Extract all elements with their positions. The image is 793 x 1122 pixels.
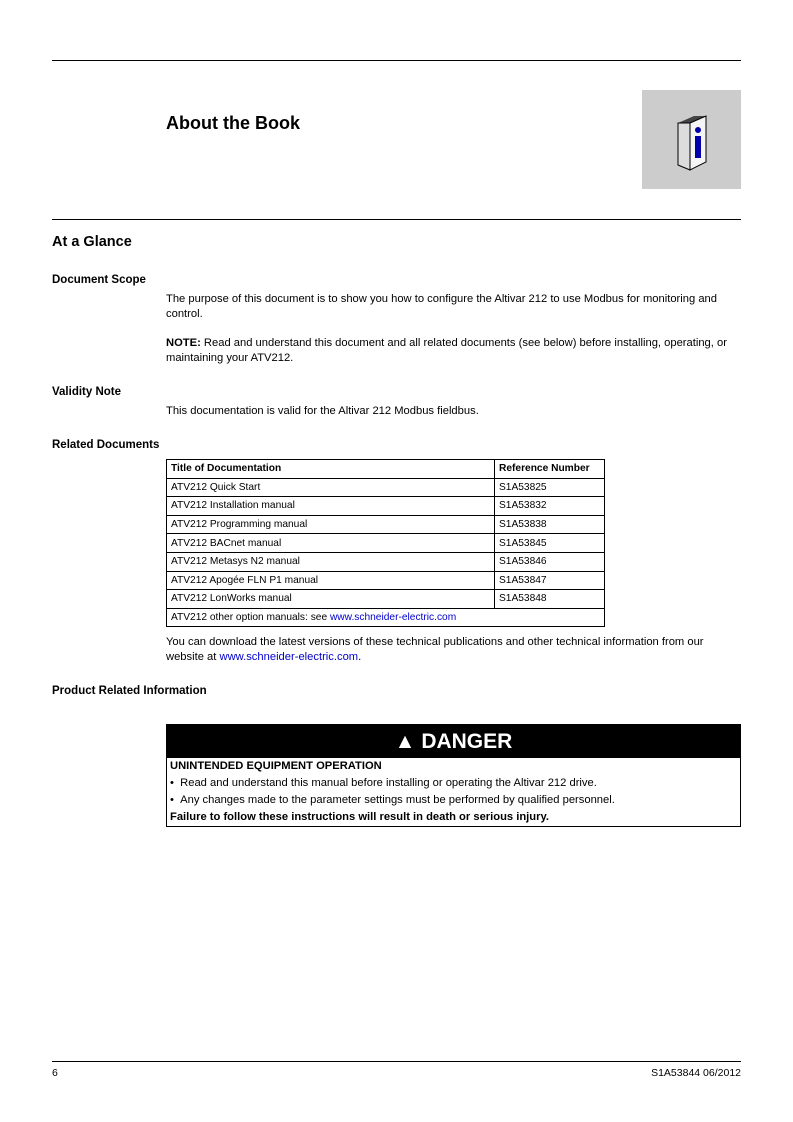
section-rule — [52, 219, 741, 220]
danger-body — [167, 758, 740, 826]
page-number: 6 — [52, 1067, 58, 1079]
footer-rule — [52, 1061, 741, 1062]
doc-title: ATV212 Programming manual — [167, 515, 495, 534]
doc-ref: S1A53838 — [495, 515, 605, 534]
table-row — [167, 497, 605, 516]
note-text: Read and understand this document and all related documents (see below) before installing, operating, or maintaining your ATV212. — [166, 337, 727, 364]
download-prefix: You can download the latest versions of these technical publications and other technical information from our website at — [166, 636, 704, 663]
section-heading: At a Glance — [52, 234, 132, 250]
danger-subtitle: UNINTENDED EQUIPMENT OPERATION — [170, 760, 382, 772]
doc-title: ATV212 BACnet manual — [167, 534, 495, 553]
table-row — [167, 571, 605, 590]
scope-text: The purpose of this document is to show you how to configure the Altivar 212 to use Modbus for monitoring and control. — [166, 293, 717, 320]
table-row — [167, 608, 605, 627]
danger-bullet: • Read and understand this manual before installing or operating the Altivar 212 drive. — [170, 777, 597, 789]
doc-ref: S1A53848 — [495, 590, 605, 609]
doc-reference: S1A53844 06/2012 — [651, 1067, 741, 1079]
bullet-text: Read and understand this manual before installing or operating the Altivar 212 drive. — [180, 777, 597, 789]
table-row — [167, 534, 605, 553]
top-rule — [52, 60, 741, 61]
table-row — [167, 515, 605, 534]
warning-icon: ▲ — [394, 730, 416, 753]
danger-title: DANGER — [421, 730, 513, 753]
doc-ref: S1A53832 — [495, 497, 605, 516]
doc-ref: S1A53845 — [495, 534, 605, 553]
danger-bullet: • Any changes made to the parameter settings must be performed by qualified personnel. — [170, 794, 615, 806]
doc-title: ATV212 Metasys N2 manual — [167, 552, 495, 571]
doc-ref: S1A53825 — [495, 478, 605, 497]
doc-title: ATV212 Installation manual — [167, 497, 495, 516]
related-documents-table — [166, 459, 605, 627]
col-title: Title of Documentation — [167, 460, 495, 479]
other-prefix: ATV212 other option manuals: see — [171, 612, 330, 624]
danger-footer: Failure to follow these instructions will result in death or serious injury. — [170, 811, 549, 823]
scope-heading: Document Scope — [52, 274, 146, 286]
product-heading: Product Related Information — [52, 685, 207, 697]
col-ref: Reference Number — [495, 460, 605, 479]
page-title: About the Book — [166, 113, 300, 133]
schneider-link[interactable]: www.schneider-electric.com — [329, 612, 457, 624]
related-heading: Related Documents — [52, 439, 160, 451]
doc-title: ATV212 Quick Start — [167, 478, 495, 497]
table-row — [167, 590, 605, 609]
table-header — [167, 460, 605, 479]
bullet-text: Any changes made to the parameter settings must be performed by qualified personnel. — [180, 794, 615, 806]
doc-ref: S1A53846 — [495, 552, 605, 571]
doc-ref: S1A53847 — [495, 571, 605, 590]
table-row — [167, 552, 605, 571]
table-row — [167, 478, 605, 497]
info-book-icon — [642, 90, 741, 189]
danger-box — [166, 724, 741, 827]
scope-note — [166, 336, 741, 366]
validity-text: This documentation is valid for the Altivar 212 Modbus fieldbus. — [166, 405, 479, 417]
danger-header — [167, 725, 740, 758]
website-link[interactable]: www.schneider-electric.com — [219, 651, 359, 663]
doc-title: ATV212 Apogée FLN P1 manual — [167, 571, 495, 590]
download-end: . — [358, 651, 362, 663]
doc-title: ATV212 LonWorks manual — [167, 590, 495, 609]
download-text — [166, 635, 741, 665]
note-label: NOTE: — [166, 337, 201, 349]
validity-heading: Validity Note — [52, 386, 122, 398]
other-manuals — [167, 608, 605, 627]
